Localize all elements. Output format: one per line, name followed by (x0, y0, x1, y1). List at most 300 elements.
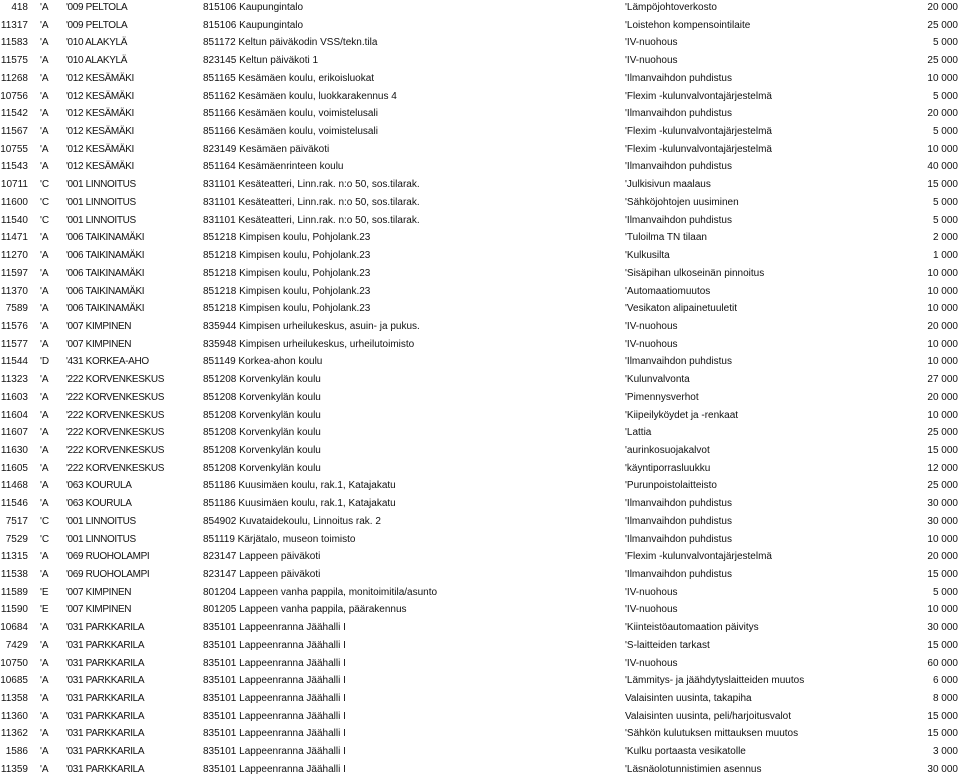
row-id-cell: 11468 (0, 480, 28, 492)
amount-cell: 2 000 (932, 232, 958, 244)
table-row (0, 548, 960, 566)
description-cell: 'IV-nuohous (625, 657, 678, 669)
area-cell: '007 KIMPINEN (66, 338, 132, 350)
property-cell: 815106 Kaupungintalo (203, 19, 304, 31)
type-code-cell: 'A (40, 250, 49, 262)
property-cell: 851208 Korvenkylän koulu (203, 374, 321, 386)
type-code-cell: 'A (40, 551, 49, 563)
table-row (0, 52, 960, 70)
amount-cell: 10 000 (927, 533, 958, 545)
table-row (0, 336, 960, 354)
row-id-cell: 11589 (0, 586, 28, 598)
area-cell: '009 PELTOLA (66, 19, 128, 31)
description-cell: 'Tuloilma TN tilaan (625, 232, 707, 244)
table-row (0, 424, 960, 442)
area-cell: '006 TAIKINAMÄKI (66, 250, 145, 262)
description-cell: 'S-laitteiden tarkast (625, 639, 710, 651)
description-cell: 'Purunpoistolaitteisto (625, 480, 717, 492)
property-cell: 851218 Kimpisen koulu, Pohjolank.23 (203, 303, 371, 315)
property-cell: 815106 Kaupungintalo (203, 2, 304, 13)
row-id-cell: 11630 (0, 444, 28, 456)
row-id-cell: 11270 (0, 250, 28, 262)
type-code-cell: 'A (40, 462, 49, 474)
type-code-cell: 'A (40, 480, 49, 492)
amount-cell: 20 000 (927, 551, 958, 563)
amount-cell: 5 000 (932, 196, 958, 208)
type-code-cell: 'C (40, 533, 50, 545)
type-code-cell: 'A (40, 746, 49, 758)
amount-cell: 6 000 (932, 675, 958, 687)
amount-cell: 5 000 (932, 214, 958, 226)
amount-cell: 25 000 (927, 19, 958, 31)
type-code-cell: 'C (40, 515, 50, 527)
description-cell: 'Ilmanvaihdon puhdistus (625, 533, 732, 545)
area-cell: '063 KOURULA (66, 480, 132, 492)
property-cell: 851208 Korvenkylän koulu (203, 462, 321, 474)
table-row (0, 0, 960, 17)
property-cell: 831101 Kesäteatteri, Linn.rak. n:o 50, sos.tilarak. (203, 196, 420, 208)
type-code-cell: 'A (40, 161, 49, 173)
property-cell: 801205 Lappeen vanha pappila, päärakennus (203, 604, 407, 616)
area-cell: '012 KESÄMÄKI (66, 143, 134, 155)
property-cell: 831101 Kesäteatteri, Linn.rak. n:o 50, sos.tilarak. (203, 214, 420, 226)
amount-cell: 15 000 (927, 639, 958, 651)
description-cell: 'Flexim -kulunvalvontajärjestelmä (625, 126, 772, 138)
description-cell: 'Pimennysverhot (625, 391, 699, 403)
description-cell: Valaisinten uusinta, peli/harjoitusvalot (625, 710, 792, 722)
row-id-cell: 418 (11, 2, 28, 13)
row-id-cell: 1586 (5, 746, 28, 758)
amount-cell: 27 000 (927, 374, 958, 386)
amount-cell: 15 000 (927, 569, 958, 580)
description-cell: Valaisinten uusinta, takapiha (625, 693, 752, 705)
description-cell: 'Lämmitys- ja jäähdytyslaitteiden muutos (625, 675, 805, 687)
property-cell: 835101 Lappeenranna Jäähalli I (203, 622, 346, 634)
type-code-cell: 'A (40, 55, 49, 67)
description-cell: 'IV-nuohous (625, 55, 678, 67)
amount-cell: 12 000 (927, 462, 958, 474)
amount-cell: 60 000 (927, 657, 958, 669)
amount-cell: 15 000 (927, 728, 958, 740)
table-row (0, 566, 960, 584)
row-id-cell: 11268 (0, 72, 28, 84)
description-cell: 'Ilmanvaihdon puhdistus (625, 108, 732, 120)
amount-cell: 15 000 (927, 444, 958, 456)
type-code-cell: 'A (40, 427, 49, 439)
row-id-cell: 7589 (5, 303, 28, 315)
description-cell: 'Ilmanvaihdon puhdistus (625, 72, 732, 84)
property-cell: 801204 Lappeen vanha pappila, monitoimitila/asunto (203, 586, 438, 598)
area-cell: '222 KORVENKESKUS (66, 444, 165, 456)
description-cell: 'Ilmanvaihdon puhdistus (625, 356, 732, 368)
row-id-cell: 11546 (0, 498, 28, 510)
type-code-cell: 'A (40, 72, 49, 84)
amount-cell: 10 000 (927, 267, 958, 279)
row-id-cell: 11315 (0, 551, 28, 563)
area-cell: '007 KIMPINEN (66, 604, 132, 616)
description-cell: 'Flexim -kulunvalvontajärjestelmä (625, 143, 772, 155)
property-cell: 851218 Kimpisen koulu, Pohjolank.23 (203, 250, 371, 262)
row-id-cell: 10756 (0, 90, 28, 102)
row-id-cell: 11360 (0, 710, 28, 722)
row-id-cell: 11544 (0, 356, 28, 368)
table-row (0, 247, 960, 265)
property-cell: 835101 Lappeenranna Jäähalli I (203, 693, 346, 705)
row-id-cell: 10755 (0, 143, 28, 155)
table-row (0, 619, 960, 637)
row-id-cell: 11543 (0, 161, 28, 173)
description-cell: 'Automaatiomuutos (625, 285, 711, 297)
area-cell: '031 PARKKARILA (66, 639, 145, 651)
table-row (0, 531, 960, 549)
table-row (0, 601, 960, 619)
row-id-cell: 7529 (5, 533, 28, 545)
area-cell: '222 KORVENKESKUS (66, 462, 165, 474)
area-cell: '006 TAIKINAMÄKI (66, 303, 145, 315)
row-id-cell: 11600 (0, 196, 28, 208)
table-row (0, 70, 960, 88)
table-row (0, 88, 960, 106)
area-cell: '031 PARKKARILA (66, 710, 145, 722)
table-row (0, 708, 960, 726)
table-row (0, 17, 960, 35)
row-id-cell: 7517 (5, 515, 28, 527)
table-row (0, 743, 960, 761)
type-code-cell: 'A (40, 444, 49, 456)
row-id-cell: 10750 (0, 657, 28, 669)
table-row (0, 460, 960, 478)
property-cell: 851164 Kesämäenrinteen koulu (203, 161, 344, 173)
row-id-cell: 11471 (0, 232, 28, 244)
area-cell: '007 KIMPINEN (66, 586, 132, 598)
amount-cell: 3 000 (932, 746, 958, 758)
description-cell: 'käyntiporrasluukku (625, 462, 711, 474)
table-row (0, 371, 960, 389)
description-cell: 'Ilmanvaihdon puhdistus (625, 161, 732, 173)
amount-cell: 5 000 (932, 37, 958, 49)
table-row (0, 584, 960, 602)
amount-cell: 20 000 (927, 320, 958, 332)
type-code-cell: 'E (40, 586, 49, 598)
type-code-cell: 'E (40, 604, 49, 616)
area-cell: '222 KORVENKESKUS (66, 374, 165, 386)
row-id-cell: 11604 (0, 409, 28, 421)
table-row (0, 690, 960, 708)
table-row (0, 105, 960, 123)
amount-cell: 25 000 (927, 427, 958, 439)
amount-cell: 20 000 (927, 391, 958, 403)
type-code-cell: 'A (40, 37, 49, 49)
area-cell: '069 RUOHOLAMPI (66, 551, 150, 563)
property-cell: 835101 Lappeenranna Jäähalli I (203, 728, 346, 740)
table-row (0, 265, 960, 283)
area-cell: '012 KESÄMÄKI (66, 108, 134, 120)
amount-cell: 30 000 (927, 622, 958, 634)
area-cell: '031 PARKKARILA (66, 693, 145, 705)
table-row (0, 158, 960, 176)
description-cell: 'IV-nuohous (625, 338, 678, 350)
area-cell: '001 LINNOITUS (66, 196, 136, 208)
description-cell: 'Ilmanvaihdon puhdistus (625, 214, 732, 226)
type-code-cell: 'C (40, 196, 50, 208)
type-code-cell: 'C (40, 214, 50, 226)
row-id-cell: 10711 (0, 179, 28, 191)
property-cell: 851162 Kesämäen koulu, luokkarakennus 4 (203, 90, 397, 102)
property-cell: 851172 Keltun päiväkodin VSS/tekn.tila (203, 37, 378, 49)
property-cell: 831101 Kesäteatteri, Linn.rak. n:o 50, sos.tilarak. (203, 179, 420, 191)
type-code-cell: 'A (40, 126, 49, 138)
property-cell: 835101 Lappeenranna Jäähalli I (203, 657, 346, 669)
type-code-cell: 'A (40, 675, 49, 687)
amount-cell: 10 000 (927, 356, 958, 368)
table-row (0, 283, 960, 301)
type-code-cell: 'A (40, 338, 49, 350)
amount-cell: 40 000 (927, 161, 958, 173)
description-cell: 'IV-nuohous (625, 586, 678, 598)
area-cell: '001 LINNOITUS (66, 214, 136, 226)
amount-cell: 20 000 (927, 2, 958, 13)
type-code-cell: 'A (40, 657, 49, 669)
row-id-cell: 11577 (0, 338, 28, 350)
row-id-cell: 11538 (0, 569, 28, 580)
row-id-cell: 11540 (0, 214, 28, 226)
row-id-cell: 11603 (0, 391, 28, 403)
table-row (0, 34, 960, 52)
area-cell: '031 PARKKARILA (66, 763, 145, 775)
property-cell: 835944 Kimpisen urheilukeskus, asuin- ja pukus. (203, 320, 420, 332)
property-cell: 835101 Lappeenranna Jäähalli I (203, 763, 346, 775)
description-cell: 'Flexim -kulunvalvontajärjestelmä (625, 90, 772, 102)
amount-cell: 5 000 (932, 90, 958, 102)
property-cell: 851218 Kimpisen koulu, Pohjolank.23 (203, 285, 371, 297)
area-cell: '222 KORVENKESKUS (66, 427, 165, 439)
property-cell: 851166 Kesämäen koulu, voimistelusali (203, 108, 378, 120)
description-cell: 'IV-nuohous (625, 320, 678, 332)
table-row (0, 513, 960, 531)
type-code-cell: 'D (40, 356, 50, 368)
row-id-cell: 11605 (0, 462, 28, 474)
area-cell: '031 PARKKARILA (66, 746, 145, 758)
description-cell: 'Kiinteistöautomaation päivitys (625, 622, 759, 634)
amount-cell: 10 000 (927, 72, 958, 84)
type-code-cell: 'A (40, 622, 49, 634)
property-cell: 835948 Kimpisen urheilukeskus, urheilutoimisto (203, 338, 415, 350)
type-code-cell: 'A (40, 143, 49, 155)
property-cell: 851208 Korvenkylän koulu (203, 409, 321, 421)
table-row (0, 141, 960, 159)
description-cell: 'Lämpöjohtoverkosto (625, 2, 717, 13)
type-code-cell: 'A (40, 693, 49, 705)
table-row (0, 442, 960, 460)
amount-cell: 5 000 (932, 126, 958, 138)
row-id-cell: 10685 (0, 675, 28, 687)
amount-cell: 30 000 (927, 515, 958, 527)
property-cell: 835101 Lappeenranna Jäähalli I (203, 746, 346, 758)
description-cell: 'Ilmanvaihdon puhdistus (625, 515, 732, 527)
type-code-cell: 'A (40, 320, 49, 332)
amount-cell: 10 000 (927, 338, 958, 350)
type-code-cell: 'A (40, 374, 49, 386)
type-code-cell: 'A (40, 108, 49, 120)
type-code-cell: 'A (40, 763, 49, 775)
description-cell: 'Kiipeilyköydet ja -renkaat (625, 409, 739, 421)
amount-cell: 30 000 (927, 498, 958, 510)
table-row (0, 655, 960, 673)
description-cell: 'Kulunvalvonta (625, 374, 690, 386)
row-id-cell: 11358 (0, 693, 28, 705)
row-id-cell: 11597 (0, 267, 28, 279)
row-id-cell: 11362 (0, 728, 28, 740)
amount-cell: 10 000 (927, 604, 958, 616)
property-cell: 851218 Kimpisen koulu, Pohjolank.23 (203, 267, 371, 279)
description-cell: 'Ilmanvaihdon puhdistus (625, 498, 732, 510)
table-row (0, 495, 960, 513)
area-cell: '001 LINNOITUS (66, 533, 136, 545)
property-cell: 835101 Lappeenranna Jäähalli I (203, 675, 346, 687)
type-code-cell: 'A (40, 409, 49, 421)
description-cell: 'IV-nuohous (625, 604, 678, 616)
type-code-cell: 'A (40, 639, 49, 651)
type-code-cell: 'A (40, 728, 49, 740)
row-id-cell: 10684 (0, 622, 28, 634)
property-cell: 823147 Lappeen päiväkoti (203, 569, 321, 580)
row-id-cell: 11323 (0, 374, 28, 386)
amount-cell: 1 000 (932, 250, 958, 262)
area-cell: '069 RUOHOLAMPI (66, 569, 150, 580)
amount-cell: 25 000 (927, 480, 958, 492)
area-cell: '031 PARKKARILA (66, 728, 145, 740)
table-row (0, 353, 960, 371)
table-row (0, 176, 960, 194)
property-cell: 851186 Kuusimäen koulu, rak.1, Katajakatu (203, 480, 396, 492)
type-code-cell: 'A (40, 19, 49, 31)
type-code-cell: 'A (40, 267, 49, 279)
type-code-cell: 'C (40, 179, 50, 191)
table-row (0, 637, 960, 655)
description-cell: 'Vesikaton alipainetuuletit (625, 303, 737, 315)
amount-cell: 10 000 (927, 285, 958, 297)
type-code-cell: 'A (40, 569, 49, 580)
area-cell: '010 ALAKYLÄ (66, 55, 128, 67)
property-cell: 835101 Lappeenranna Jäähalli I (203, 710, 346, 722)
row-id-cell: 11370 (0, 285, 28, 297)
description-cell: 'IV-nuohous (625, 37, 678, 49)
property-cell: 823147 Lappeen päiväkoti (203, 551, 321, 563)
row-id-cell: 11575 (0, 55, 28, 67)
table-row (0, 229, 960, 247)
area-cell: '012 KESÄMÄKI (66, 161, 134, 173)
area-cell: '031 PARKKARILA (66, 675, 145, 687)
description-cell: 'Kulkusilta (625, 250, 670, 262)
type-code-cell: 'A (40, 285, 49, 297)
row-id-cell: 11542 (0, 108, 28, 120)
description-cell: 'Julkisivun maalaus (625, 179, 711, 191)
row-id-cell: 11359 (0, 763, 28, 775)
table-row (0, 407, 960, 425)
description-cell: 'Ilmanvaihdon puhdistus (625, 569, 732, 580)
property-cell: 854902 Kuvataidekoulu, Linnoitus rak. 2 (203, 515, 381, 527)
area-cell: '006 TAIKINAMÄKI (66, 285, 145, 297)
type-code-cell: 'A (40, 232, 49, 244)
description-cell: 'Lattia (625, 427, 652, 439)
property-cell: 823145 Keltun päiväkoti 1 (203, 55, 319, 67)
area-cell: '009 PELTOLA (66, 2, 128, 13)
row-id-cell: 11567 (0, 126, 28, 138)
amount-cell: 30 000 (927, 763, 958, 775)
property-cell: 851149 Korkea-ahon koulu (203, 356, 323, 368)
table-row (0, 672, 960, 690)
amount-cell: 25 000 (927, 55, 958, 67)
description-cell: 'Sähköjohtojen uusiminen (625, 196, 739, 208)
amount-cell: 10 000 (927, 143, 958, 155)
row-id-cell: 11576 (0, 320, 28, 332)
row-id-cell: 11607 (0, 427, 28, 439)
type-code-cell: 'A (40, 498, 49, 510)
type-code-cell: 'A (40, 710, 49, 722)
area-cell: '001 LINNOITUS (66, 179, 136, 191)
area-cell: '222 KORVENKESKUS (66, 391, 165, 403)
description-cell: 'Kulku portaasta vesikatolle (625, 746, 746, 758)
description-cell: 'Flexim -kulunvalvontajärjestelmä (625, 551, 772, 563)
table-row (0, 761, 960, 779)
property-cell: 835101 Lappeenranna Jäähalli I (203, 639, 346, 651)
table-row (0, 477, 960, 495)
table-row (0, 725, 960, 743)
area-cell: '007 KIMPINEN (66, 320, 132, 332)
property-cell: 851119 Kärjätalo, museon toimisto (203, 533, 356, 545)
area-cell: '001 LINNOITUS (66, 515, 136, 527)
amount-cell: 10 000 (927, 409, 958, 421)
description-cell: 'Loistehon kompensointilaite (625, 19, 751, 31)
table-row (0, 318, 960, 336)
row-id-cell: 7429 (5, 639, 28, 651)
property-cell: 851165 Kesämäen koulu, erikoisluokat (203, 72, 375, 84)
table-row (0, 194, 960, 212)
description-cell: 'Sähkön kulutuksen mittauksen muutos (625, 728, 799, 740)
property-cell: 851186 Kuusimäen koulu, rak.1, Katajakatu (203, 498, 396, 510)
row-id-cell: 11317 (0, 19, 28, 31)
property-cell: 851208 Korvenkylän koulu (203, 427, 321, 439)
table-row (0, 212, 960, 230)
table-row (0, 300, 960, 318)
description-cell: 'Sisäpihan ulkoseinän pinnoitus (625, 267, 765, 279)
area-cell: '431 KORKEA-AHO (66, 356, 149, 368)
row-id-cell: 11583 (0, 37, 28, 49)
table-row (0, 389, 960, 407)
amount-cell: 5 000 (932, 586, 958, 598)
area-cell: '031 PARKKARILA (66, 657, 145, 669)
area-cell: '012 KESÄMÄKI (66, 72, 134, 84)
amount-cell: 15 000 (927, 710, 958, 722)
area-cell: '012 KESÄMÄKI (66, 126, 134, 138)
amount-cell: 10 000 (927, 303, 958, 315)
table-row (0, 123, 960, 141)
property-cell: 851166 Kesämäen koulu, voimistelusali (203, 126, 378, 138)
amount-cell: 15 000 (927, 179, 958, 191)
property-cell: 851208 Korvenkylän koulu (203, 444, 321, 456)
area-cell: '010 ALAKYLÄ (66, 37, 128, 49)
type-code-cell: 'A (40, 303, 49, 315)
area-cell: '031 PARKKARILA (66, 622, 145, 634)
area-cell: '222 KORVENKESKUS (66, 409, 165, 421)
type-code-cell: 'A (40, 90, 49, 102)
row-id-cell: 11590 (0, 604, 28, 616)
description-cell: 'aurinkosuojakalvot (625, 444, 710, 456)
type-code-cell: 'A (40, 2, 49, 13)
type-code-cell: 'A (40, 391, 49, 403)
area-cell: '006 TAIKINAMÄKI (66, 267, 145, 279)
description-cell: 'Läsnäolotunnistimien asennus (625, 763, 762, 775)
